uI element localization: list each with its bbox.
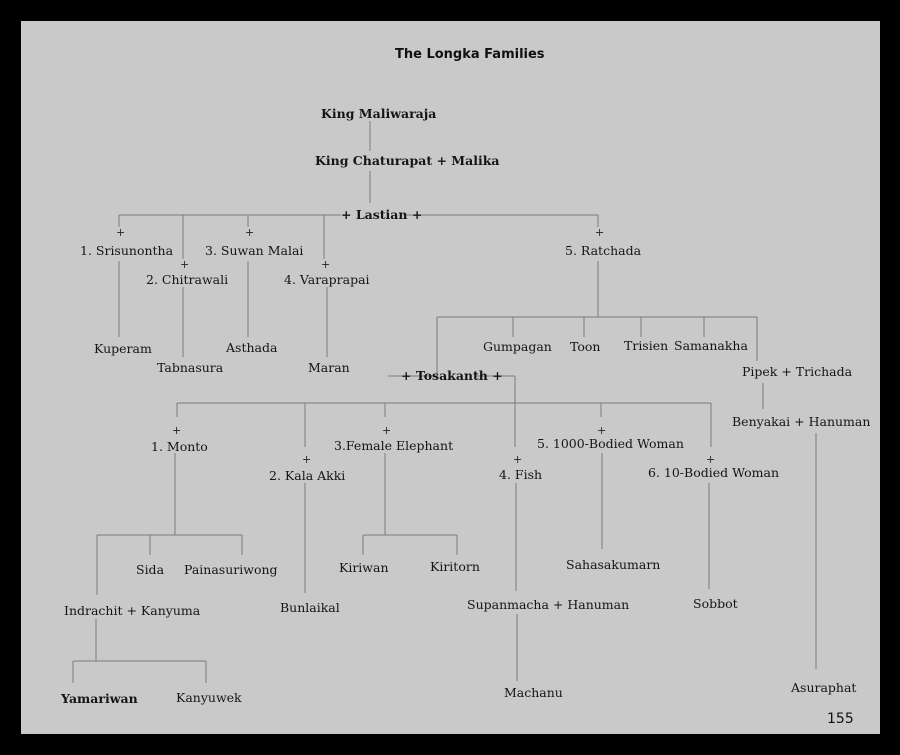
page-number: 155: [827, 711, 854, 727]
node-toon: Toon: [570, 339, 601, 354]
plus-sign: +: [172, 424, 182, 437]
node-kiriwan: Kiriwan: [339, 560, 389, 575]
node-gumpagan: Gumpagan: [483, 339, 552, 354]
plus-sign: +: [382, 424, 392, 437]
node-machanu: Machanu: [504, 685, 563, 700]
plus-sign: +: [302, 453, 312, 466]
node-1000-bodied-woman: 5. 1000-Bodied Woman: [537, 436, 684, 451]
node-kuperam: Kuperam: [94, 341, 152, 356]
node-sahasakumarn: Sahasakumarn: [566, 557, 661, 572]
node-chitrawali: 2. Chitrawali: [146, 272, 229, 287]
node-yamariwan: Yamariwan: [61, 691, 138, 706]
node-benyakai: Benyakai + Hanuman: [732, 414, 871, 429]
node-trisien: Trisien: [624, 338, 669, 353]
book-page: [21, 21, 880, 734]
node-samanakha: Samanakha: [674, 338, 748, 353]
node-lastian: + Lastian +: [341, 207, 423, 222]
node-fish: 4. Fish: [499, 467, 543, 482]
node-female-elephant: 3.Female Elephant: [334, 438, 454, 453]
node-10-bodied-woman: 6. 10-Bodied Woman: [648, 465, 779, 480]
plus-sign: +: [597, 424, 607, 437]
node-kiritorn: Kiritorn: [430, 559, 480, 574]
node-king-maliwaraja: King Maliwaraja: [321, 106, 437, 121]
node-pipek: Pipek + Trichada: [742, 364, 853, 379]
node-maran: Maran: [308, 360, 350, 375]
node-asthada: Asthada: [226, 340, 278, 355]
node-varaprapai: 4. Varaprapai: [284, 272, 370, 287]
node-ratchada: 5. Ratchada: [565, 243, 642, 258]
plus-sign: +: [513, 453, 523, 466]
node-sobbot: Sobbot: [693, 596, 738, 611]
node-indrachit: Indrachit + Kanyuma: [64, 603, 201, 618]
plus-sign: +: [180, 258, 190, 271]
plus-sign: +: [595, 226, 605, 239]
plus-sign: +: [706, 453, 716, 466]
plus-sign: +: [245, 226, 255, 239]
node-tabnasura: Tabnasura: [157, 360, 224, 375]
node-sida: Sida: [136, 562, 165, 577]
node-asuraphat: Asuraphat: [791, 680, 857, 695]
node-monto: 1. Monto: [151, 439, 208, 454]
node-king-chaturapat: King Chaturapat + Malika: [315, 153, 500, 168]
node-kala-akki: 2. Kala Akki: [269, 468, 346, 483]
plus-sign: +: [116, 226, 126, 239]
node-painasuriwong: Painasuriwong: [184, 562, 278, 577]
node-suwan-malai: 3. Suwan Malai: [205, 243, 304, 258]
node-tosakanth: + Tosakanth +: [401, 368, 503, 383]
node-kanyuwek: Kanyuwek: [176, 690, 242, 705]
node-srisunontha: 1. Srisunontha: [80, 243, 174, 258]
node-supanmacha: Supanmacha + Hanuman: [467, 597, 630, 612]
plus-sign: +: [321, 258, 331, 271]
diagram-title: The Longka Families: [395, 47, 545, 62]
node-bunlaikal: Bunlaikal: [280, 600, 340, 615]
